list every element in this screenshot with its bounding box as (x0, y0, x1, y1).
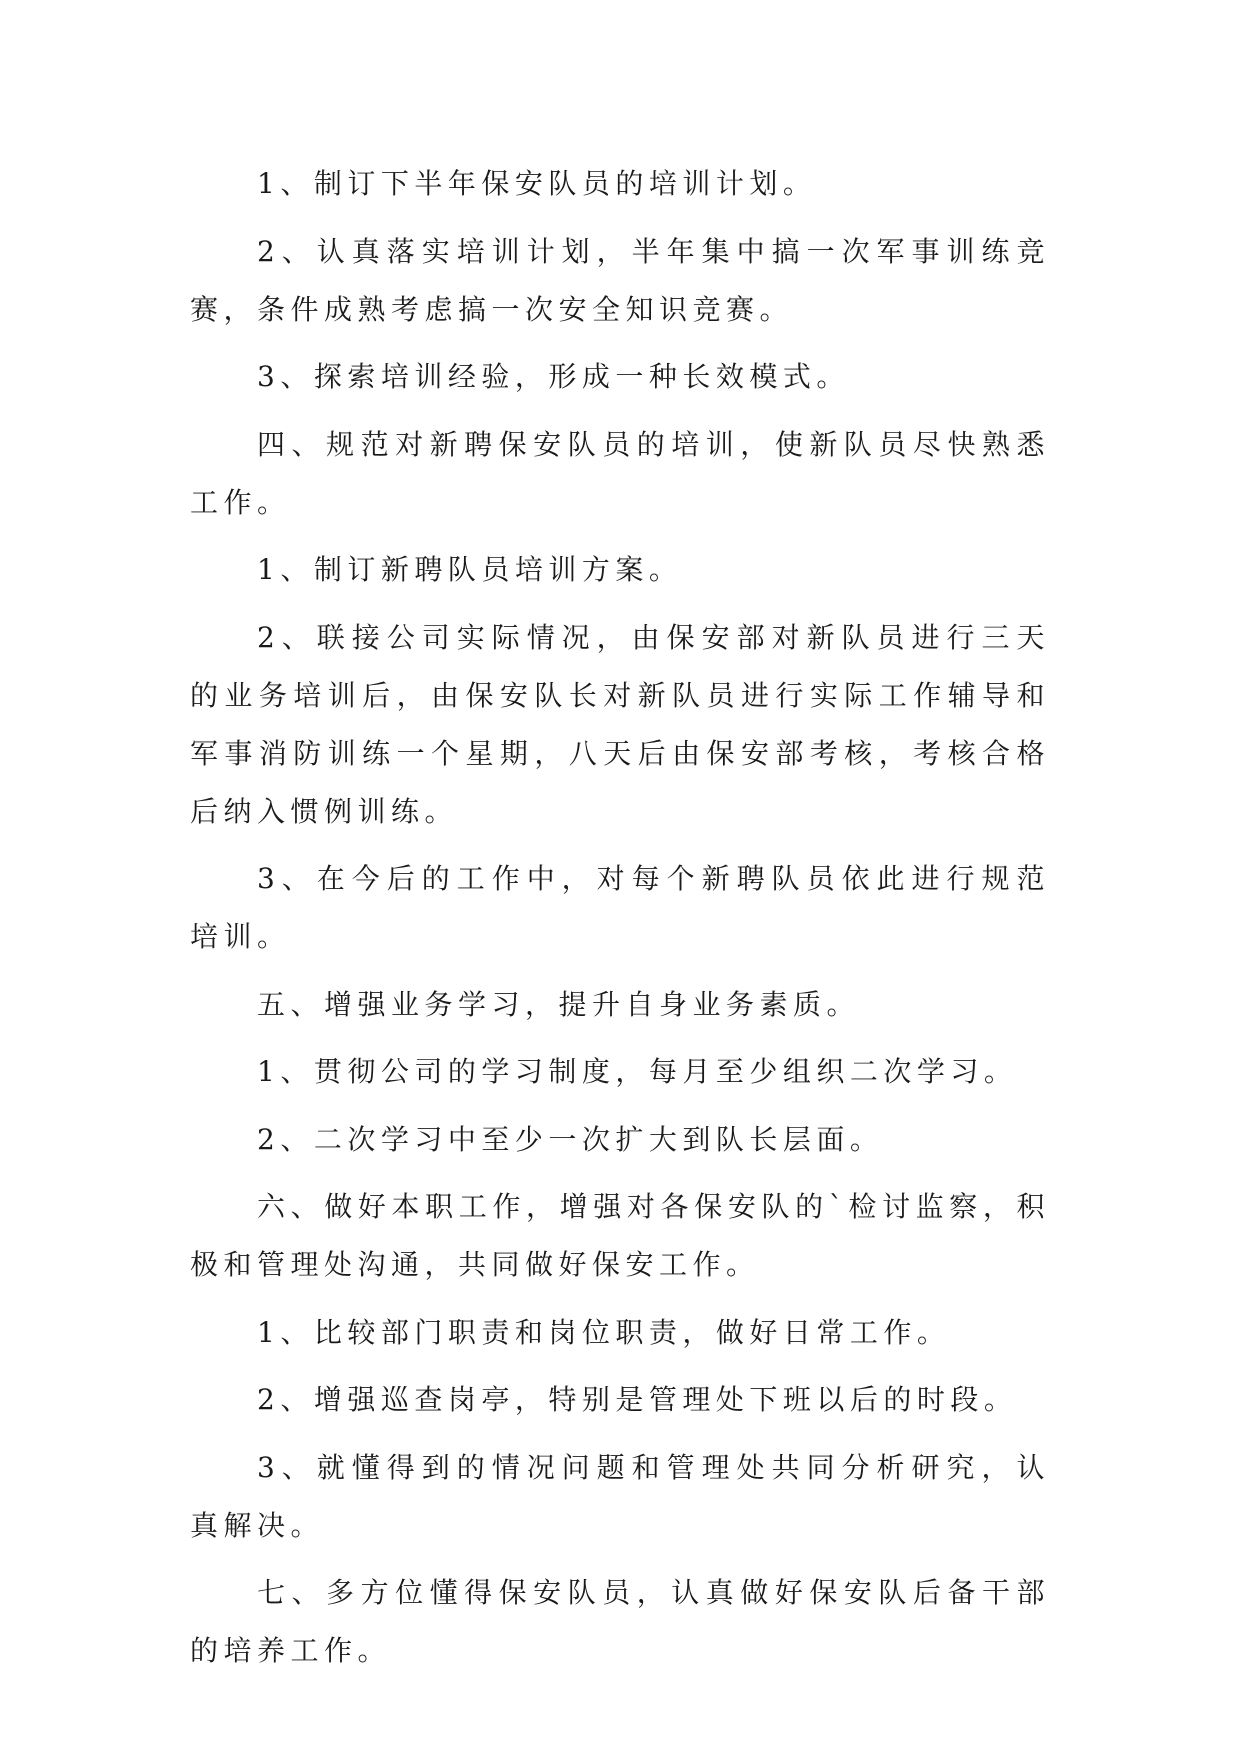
paragraph-7: 3、在今后的工作中，对每个新聘队员依此进行规范培训。 (190, 862, 1050, 953)
paragraph-12: 1、比较部门职责和岗位职责，做好日常工作。 (257, 1315, 951, 1349)
section-heading-7: 七、多方位懂得保安队员，认真做好保安队后备干部的培养工作。 (190, 1576, 1050, 1667)
section-heading-6: 六、做好本职工作，增强对各保安队的`检讨监察，积极和管理处沟通，共同做好保安工作。 (190, 1190, 1050, 1281)
paragraph-3: 3、探索培训经验，形成一种长效模式。 (257, 360, 850, 393)
section-heading-5: 五、增强业务学习，提升自身业务素质。 (257, 987, 861, 1021)
document-body (190, 155, 1050, 1690)
paragraph-2: 2、认真落实培训计划，半年集中搞一次军事训练竞赛，条件成熟考虑搞一次安全知识竞赛。 (190, 234, 1050, 326)
paragraph-6: 2、联接公司实际情况，由保安部对新队员进行三天的业务培训后，由保安队长对新队员进行实际工作辅导和军事消防训练一个星期，八天后由保安部考核，考核合格后纳入惯例训练。 (190, 620, 1050, 828)
paragraph-9: 1、贯彻公司的学习制度，每月至少组织二次学习。 (257, 1055, 1018, 1088)
section-heading-4: 四、规范对新聘保安队员的培训，使新队员尽快熟悉工作。 (190, 427, 1050, 519)
paragraph-14: 3、就懂得到的情况问题和管理处共同分析研究，认真解决。 (190, 1450, 1050, 1542)
paragraph-13: 2、增强巡查岗亭，特别是管理处下班以后的时段。 (257, 1383, 1018, 1416)
paragraph-1: 1、制订下半年保安队员的培训计划。 (257, 167, 817, 200)
paragraph-5: 1、制订新聘队员培训方案。 (257, 553, 683, 586)
paragraph-10: 2、二次学习中至少一次扩大到队长层面。 (257, 1122, 884, 1156)
